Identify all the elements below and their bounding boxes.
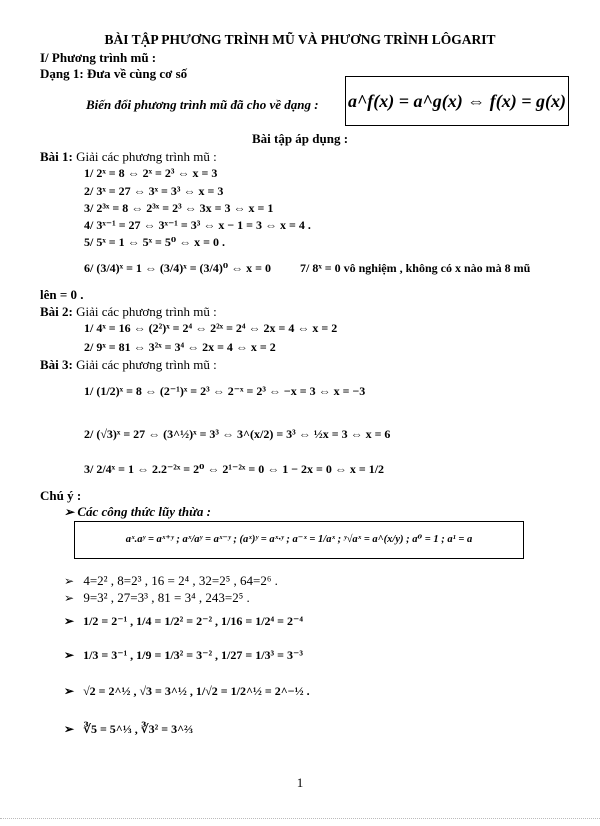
bai1-line: 3/ 2³ˣ = 8 ⇔ 2³ˣ = 2³ ⇔ 3x = 3 ⇔ x = 1 <box>84 201 274 215</box>
power-heading <box>64 504 211 520</box>
power-formulas-box <box>74 521 524 559</box>
list-item <box>64 684 310 699</box>
arrow-bullet-icon: ➢ <box>64 722 75 736</box>
bai1-line-cont: lên = 0 . <box>40 287 84 302</box>
bai2-line: 1/ 4ˣ = 16 ⇔ (2²)ˣ = 2⁴ ⇔ 2²ˣ = 2⁴ ⇔ 2x = 4 ⇔ x = 2 <box>84 321 338 335</box>
power-heading-text: Các công thức lũy thừa : <box>77 504 211 519</box>
bai3-header <box>40 357 217 373</box>
bai3-label: Bài 3: <box>40 357 73 372</box>
bai1-line: 2/ 3ˣ = 27 ⇔ 3ˣ = 3³ ⇔ x = 3 <box>84 184 224 198</box>
page-number: 1 <box>296 775 304 790</box>
power-formulas: aˣ.aʸ = aˣ⁺ʸ ; aˣ/aʸ = aˣ⁻ʸ ; (aˣ)ʸ = aˣ·ʸ ; a⁻ˣ = 1/aˣ ; ʸ√aˣ = a^(x/y) ; a⁰ = 1 ; a¹ = a <box>125 534 473 545</box>
note-text: √2 = 2^½ , √3 = 3^½ , 1/√2 = 1/2^½ = 2^−½ . <box>83 684 310 698</box>
bai1-line: 7/ 8ˣ = 0 vô nghiệm , không có x nào mà 8 mũ <box>300 261 531 275</box>
note-text: ∛5 = 5^⅓ , ∛3² = 3^⅔ <box>83 722 194 736</box>
note-text: 4=2² , 8=2³ , 16 = 2⁴ , 32=2⁵ , 64=2⁶ . <box>83 573 278 588</box>
section-heading: I/ Phương trình mũ : <box>40 50 157 65</box>
bai2-line: 2/ 9ˣ = 81 ⇔ 3²ˣ = 3⁴ ⇔ 2x = 4 ⇔ x = 2 <box>84 340 276 354</box>
note-text: 1/3 = 3⁻¹ , 1/9 = 1/3² = 3⁻² , 1/27 = 1/3³ = 3⁻³ <box>83 648 303 662</box>
type-heading: Dạng 1: Đưa về cùng cơ số <box>40 66 188 81</box>
arrow-bullet-icon: ➢ <box>64 648 75 662</box>
list-item <box>64 648 303 663</box>
list-item <box>64 573 278 589</box>
key-formula-box <box>345 76 569 126</box>
list-item <box>64 614 303 629</box>
bai3-instruction: Giải các phương trình mũ : <box>76 357 217 372</box>
bai2-label: Bài 2: <box>40 304 73 319</box>
applied-heading: Bài tập áp dụng : <box>251 131 349 146</box>
bai1-line: 5/ 5ˣ = 1 ⇔ 5ˣ = 5⁰ ⇔ x = 0 . <box>84 235 225 249</box>
arrow-bullet-icon: ➢ <box>64 505 75 519</box>
arrow-bullet-icon: ➢ <box>64 591 75 605</box>
arrow-bullet-icon: ➢ <box>64 614 75 628</box>
bai2-header <box>40 304 217 320</box>
bai1-instruction: Giải các phương trình mũ : <box>76 149 217 164</box>
arrow-bullet-icon: ➢ <box>64 684 75 698</box>
bai3-line: 3/ 2/4ˣ = 1 ⇔ 2.2⁻²ˣ = 2⁰ ⇔ 2¹⁻²ˣ = 0 ⇔ 1 − 2x = 0 ⇔ x = 1/2 <box>84 462 385 476</box>
key-formula: a^f(x) = a^g(x) ⇔ f(x) = g(x) <box>348 91 566 111</box>
page-title: BÀI TẬP PHƯƠNG TRÌNH MŨ VÀ PHƯƠNG TRÌNH LÔGARIT <box>104 32 496 47</box>
bai3-line: 1/ (1/2)ˣ = 8 ⇔ (2⁻¹)ˣ = 2³ ⇔ 2⁻ˣ = 2³ ⇔ −x = 3 ⇔ x = −3 <box>84 384 366 398</box>
bai1-line: 6/ (3/4)ˣ = 1 ⇔ (3/4)ˣ = (3/4)⁰ ⇔ x = 0 <box>84 261 271 275</box>
bai1-label: Bài 1: <box>40 149 73 164</box>
list-item <box>64 590 250 606</box>
bai1-line: 1/ 2ˣ = 8 ⇔ 2ˣ = 2³ ⇔ x = 3 <box>84 166 218 180</box>
arrow-bullet-icon: ➢ <box>64 574 75 588</box>
note-text: 9=3² , 27=3³ , 81 = 3⁴ , 243=2⁵ . <box>83 590 250 605</box>
bai3-line: 2/ (√3)ˣ = 27 ⇔ (3^½)ˣ = 3³ ⇔ 3^(x/2) = 3³ ⇔ ½x = 3 ⇔ x = 6 <box>84 427 391 441</box>
note-label: Chú ý : <box>40 488 82 503</box>
bai1-line: 4/ 3ˣ⁻¹ = 27 ⇔ 3ˣ⁻¹ = 3³ ⇔ x − 1 = 3 ⇔ x = 4 . <box>84 218 311 232</box>
bai2-instruction: Giải các phương trình mũ : <box>76 304 217 319</box>
transform-text: Biến đổi phương trình mũ đã cho về dạng : <box>86 97 319 112</box>
page-bottom-divider <box>0 818 600 819</box>
note-text: 1/2 = 2⁻¹ , 1/4 = 1/2² = 2⁻² , 1/16 = 1/2⁴ = 2⁻⁴ <box>83 614 303 628</box>
bai1-header <box>40 149 217 165</box>
list-item <box>64 722 193 737</box>
